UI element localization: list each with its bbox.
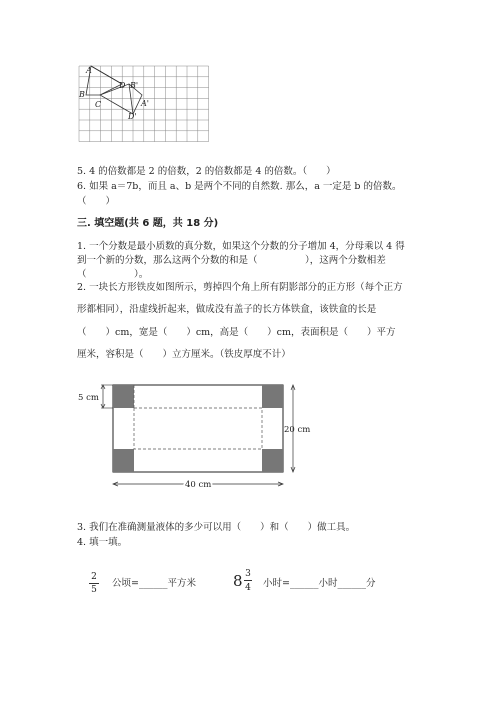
diagonal-line (91, 66, 122, 84)
item-b-fraction-bar (244, 580, 252, 581)
item-b-denominator: 4 (245, 583, 251, 593)
label-b-prime: B' (130, 81, 139, 90)
question-6: 6. 如果 a＝7b，而且 a、b 是两个不同的自然数. 那么，a 一定是 b 的倍数。 (77, 181, 402, 192)
sheet-outline (113, 385, 283, 472)
fill-2-line-1: 2. 一块长方形铁皮如图所示，剪掉四个角上所有阴影部分的正方形（每个正方 (77, 282, 403, 293)
sheet-figure (75, 382, 325, 492)
height-label: 20 cm (284, 425, 311, 435)
label-d: D (119, 81, 126, 90)
fill-4: 4. 填一填。 (77, 537, 128, 548)
fill-2-line-3: （ ）cm，宽是（ ）cm，高是（ ）cm，表面积是（ ）平方 (77, 327, 396, 338)
item-b-whole: 8 (233, 572, 243, 590)
question-5: 5. 4 的倍数都是 2 的倍数，2 的倍数都是 4 的倍数。（ ） (77, 166, 336, 177)
fill-1-line-3: （ ）。 (77, 269, 149, 280)
fill-2-line-2: 形都相同），沿虚线折起来，做成没有盖子的长方体铁盒，该铁盒的长是 (77, 304, 377, 315)
item-a-text: 公顷=______平方米 (112, 578, 196, 589)
corner-square-bl (113, 449, 134, 472)
corner-square-tr (262, 385, 283, 408)
fill-2-line-4: 厘米，容积是（ ）立方厘米。（铁皮厚度不计） (77, 349, 291, 360)
item-a-numerator: 2 (91, 572, 97, 582)
label-a-prime: A' (141, 99, 149, 108)
fill-3: 3. 我们在准确测量液体的多少可以用（ ）和（ ）做工具。 (77, 522, 356, 533)
item-a-fraction-bar (89, 583, 99, 584)
fold-dashed-lines (134, 408, 262, 449)
section-title: 三. 填空题(共 6 题，共 18 分) (77, 218, 219, 229)
item-b-text: 小时=______小时______分 (263, 578, 376, 589)
grid-transformation-figure (75, 62, 215, 147)
corner-square-br (262, 449, 283, 472)
corner-size-label: 5 cm (78, 393, 99, 403)
label-a: A (86, 66, 92, 75)
label-b: B (79, 90, 85, 99)
fill-1-line-1: 1. 一个分数是最小质数的真分数，如果这个分数的分子增加 4，分母乘以 4 得 (77, 241, 405, 252)
question-6-answer: （ ） (77, 196, 116, 207)
label-c: C (95, 100, 102, 109)
label-d-prime: D' (128, 112, 137, 121)
fill-1-line-2: 到一个新的分数，那么这两个分数的和是（ ），这两个分数相差 (77, 255, 386, 266)
item-b-numerator: 3 (245, 569, 251, 579)
item-a-denominator: 5 (91, 585, 97, 595)
width-label: 40 cm (185, 480, 212, 490)
corner-square-tl (113, 385, 134, 408)
